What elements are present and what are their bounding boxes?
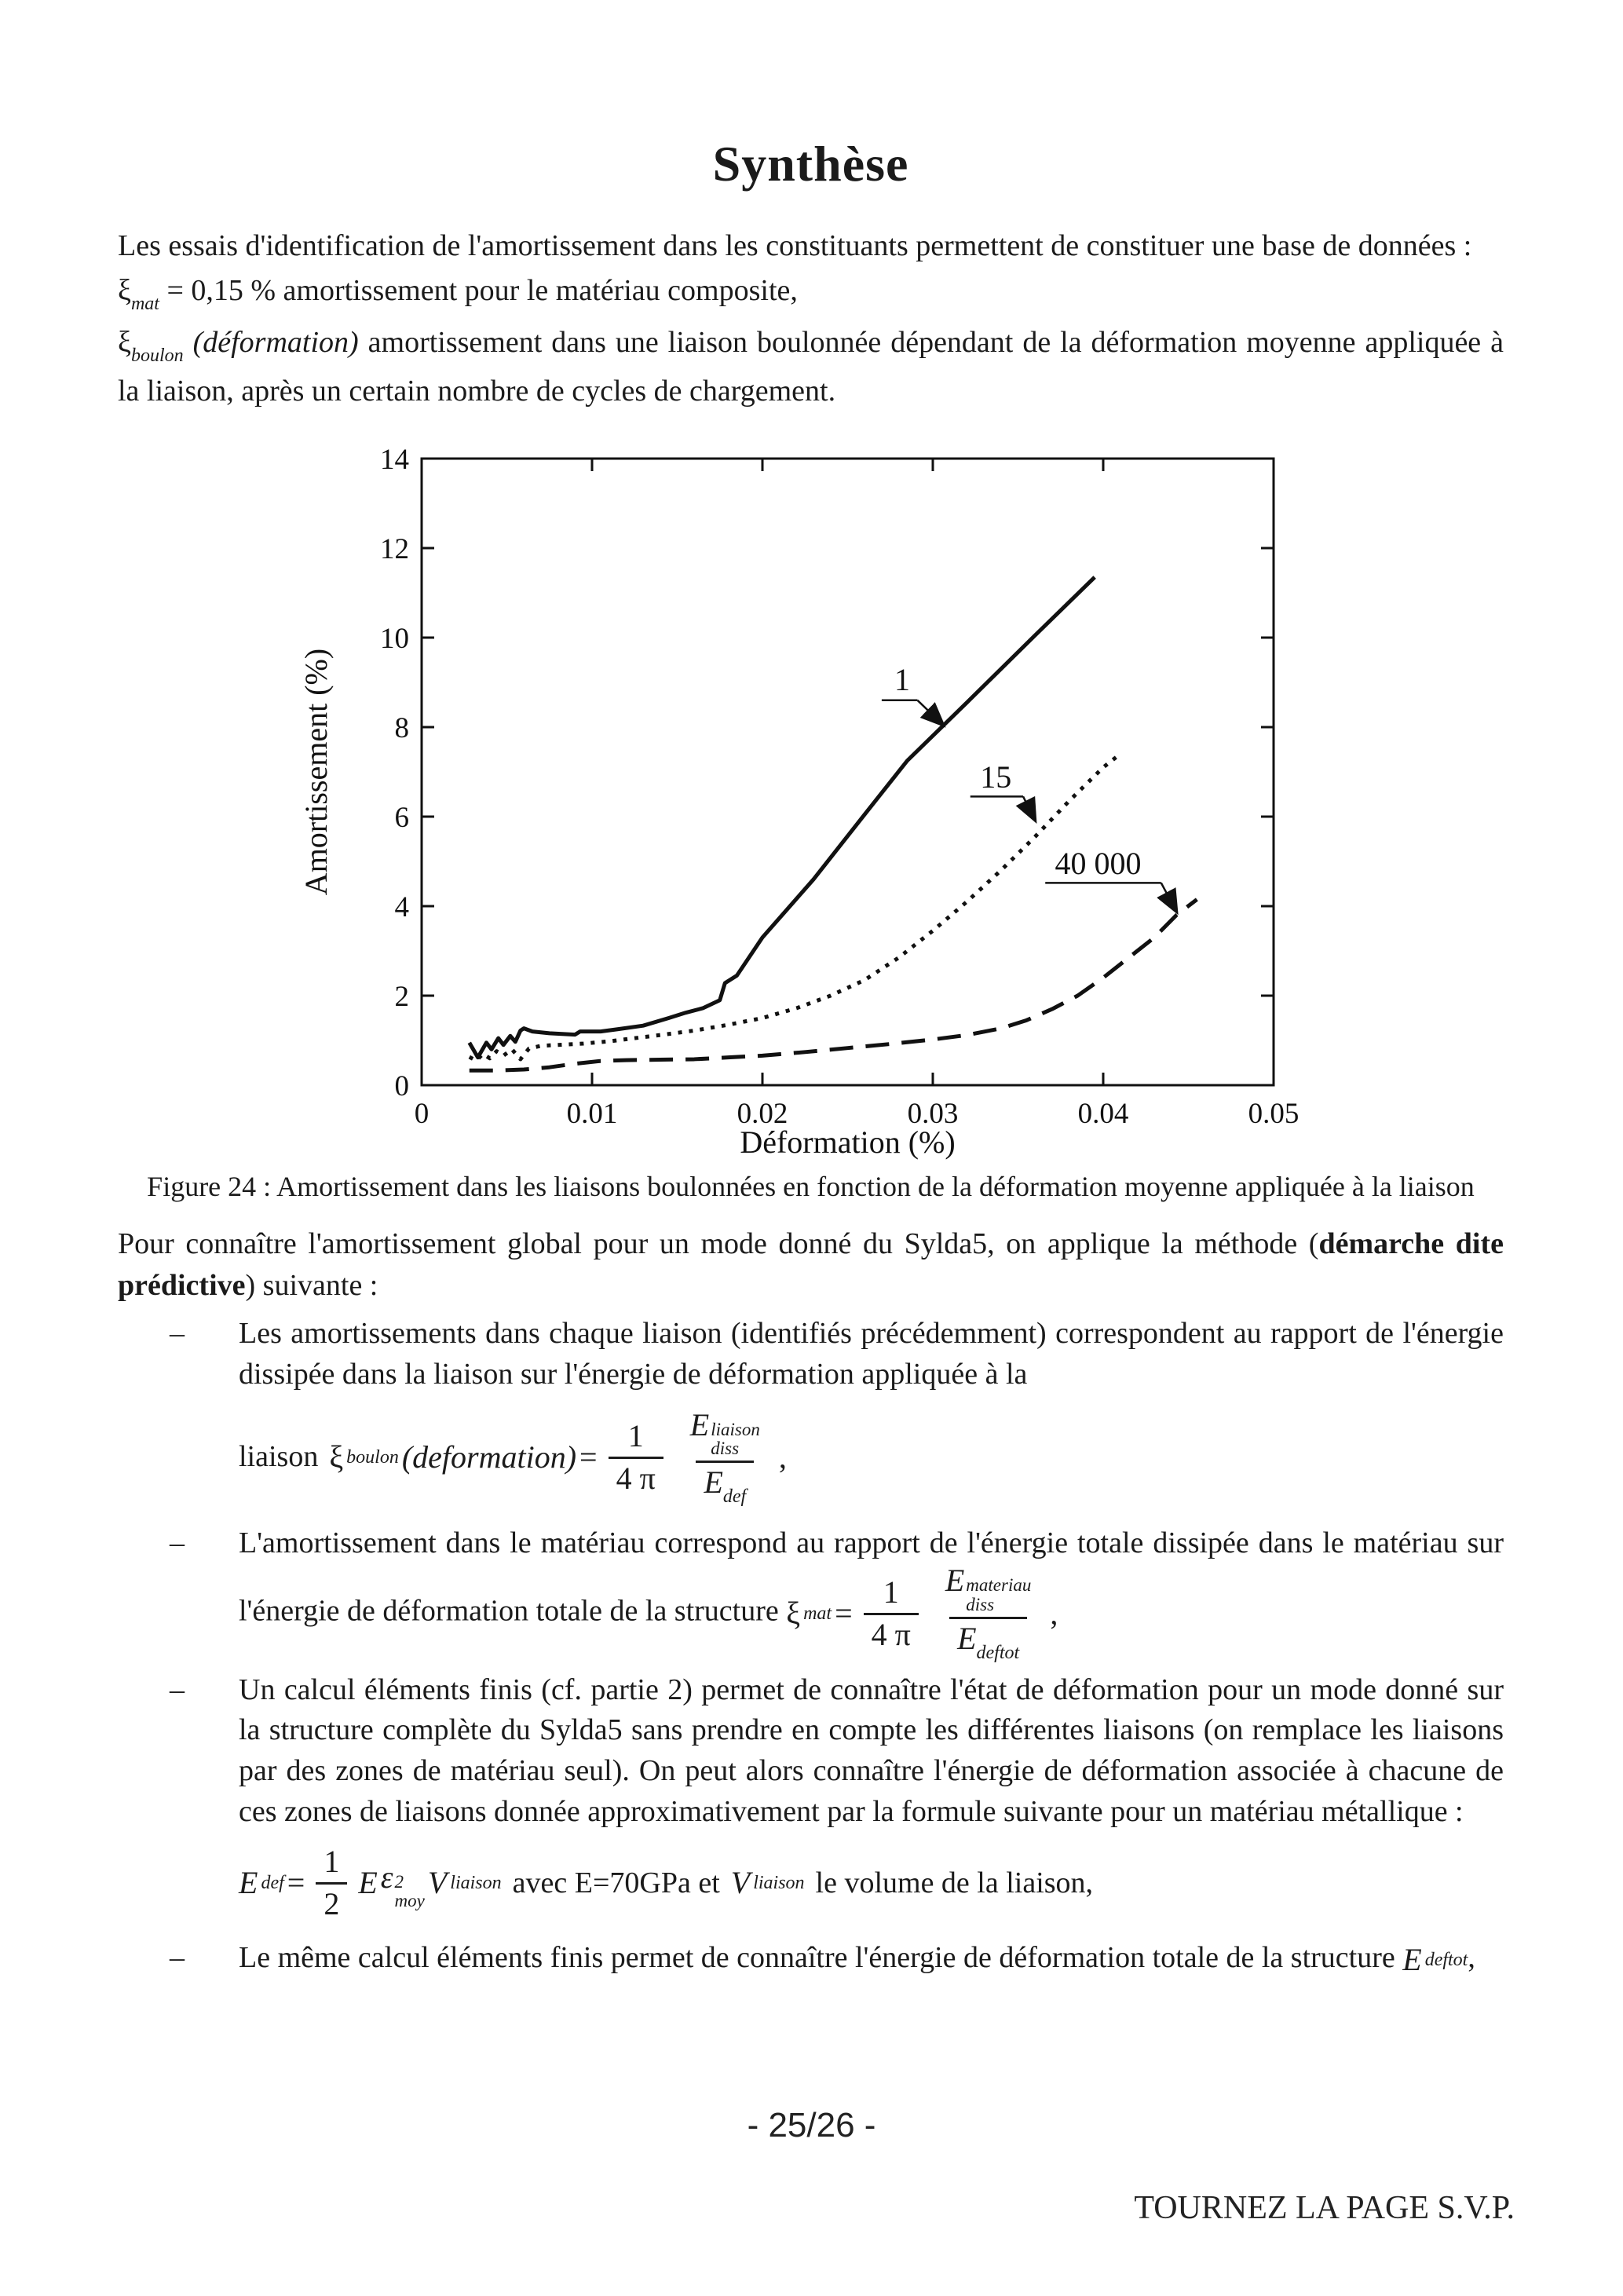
x-tick-label: 0.02 <box>737 1097 788 1130</box>
plot-box <box>422 459 1274 1085</box>
xi-mat-line <box>118 269 1504 318</box>
method-text-post: ) suivante : <box>245 1268 378 1302</box>
curve-label: 1 <box>894 661 910 697</box>
y-tick-label: 4 <box>394 890 409 923</box>
xi-symbol: ξ <box>329 1439 344 1475</box>
xi-boulon-line <box>118 321 1504 413</box>
subscript: liaison <box>753 1873 805 1894</box>
bullet-1-text: Les amortissements dans chaque liaison (identifiés précédemment) correspondent au rapport de l'énergie dissipée dans la liaison sur l'énergie de déformation appliquée à la <box>239 1317 1504 1391</box>
subscript: def <box>261 1873 284 1894</box>
bullet-1-content <box>239 1314 1504 1517</box>
subscript: def <box>722 1486 747 1507</box>
y-tick-label: 6 <box>394 801 409 834</box>
subscript: deftot <box>976 1642 1020 1663</box>
formula-mid-text: avec E=70GPa et <box>512 1866 720 1899</box>
series-line-40000 <box>470 899 1197 1070</box>
x-tick-label: 0.03 <box>907 1097 959 1130</box>
xi-subscript: mat <box>130 293 159 314</box>
method-text-bold: démarche dite prédictive <box>118 1227 1504 1302</box>
formula-comma: , <box>1050 1595 1058 1631</box>
subscript: moy <box>394 1891 425 1911</box>
bullet-dash: – <box>170 1526 185 1559</box>
xi-mat-value: = 0,15 % <box>166 273 276 307</box>
series-line-15 <box>470 754 1120 1060</box>
y-tick-label: 12 <box>380 532 409 565</box>
x-tick-label: 0.04 <box>1077 1097 1129 1130</box>
y-tick-label: 8 <box>394 711 409 744</box>
y-tick-label: 14 <box>380 443 409 476</box>
turn-page-notice: TOURNEZ LA PAGE S.V.P. <box>1134 2190 1515 2226</box>
trailing-comma: , <box>1468 1940 1475 1974</box>
bullet-dash: – <box>170 1940 185 1974</box>
page-number: - 25/26 - <box>747 2106 876 2144</box>
bullet-dash: – <box>170 1673 185 1706</box>
formula-comma: , <box>778 1439 787 1475</box>
list-item <box>118 1670 1504 1932</box>
formula-body: E def = $\frac{1}{2}$ E ε 2 moy V liaison <box>239 1844 502 1922</box>
figure-caption: Figure 24 : Amortissement dans les liaisons boulonnées en fonction de la déformation moyenne appliquée à la liaison <box>147 1170 1475 1202</box>
subscript: diss <box>711 1438 740 1458</box>
page-content <box>118 0 1504 1981</box>
list-item <box>118 1314 1504 1517</box>
fraction-1-over-4pi: $\frac{1}{4 \pi}$ <box>609 1419 663 1497</box>
damping-chart <box>292 437 1336 1167</box>
x-tick-label: 0 <box>414 1097 430 1130</box>
equals-sign: = <box>287 1865 305 1901</box>
intro-paragraph: Les essais d'identification de l'amortissement dans les constituants permettent de constituer une base de données : <box>118 229 1472 262</box>
method-paragraph <box>118 1223 1504 1306</box>
label-arrow <box>1023 796 1035 820</box>
xi-subscript: mat <box>803 1603 832 1624</box>
y-axis-title: Amortissement (%) <box>298 648 334 895</box>
formula-body <box>329 1408 787 1508</box>
equals-sign: = <box>835 1595 853 1631</box>
curve-label: 15 <box>980 759 1012 795</box>
bullet-4-text: Le même calcul éléments finis permet de connaître l'énergie de déformation totale de la structure <box>239 1940 1395 1974</box>
xi-mat-text: amortissement pour le matériau composite, <box>283 273 798 307</box>
formula-prefix: liaison <box>239 1440 319 1474</box>
y-tick-label: 10 <box>380 622 409 655</box>
y-tick-label: 2 <box>394 980 409 1013</box>
bullet-4-content <box>239 1938 1504 1981</box>
formula-tail-text: le volume de la liaison, <box>815 1866 1094 1899</box>
list-item <box>118 1523 1504 1664</box>
method-steps <box>118 1314 1504 1981</box>
figure-24 <box>292 437 1336 1167</box>
edeftot-symbol: E deftot <box>1402 1941 1468 1977</box>
edef-formula <box>239 1844 1504 1922</box>
method-text-pre: Pour connaître l'amortissement global pour un mode donné du Sylda5, on applique la méthode ( <box>118 1227 1319 1261</box>
xi-subscript: boulon <box>130 345 184 366</box>
fraction-energy-ratio: E liaison diss $E_{def}$ <box>689 1406 760 1507</box>
series-line-1 <box>470 577 1095 1058</box>
subscript: deftot <box>1424 1949 1468 1970</box>
x-tick-label: 0.01 <box>566 1097 618 1130</box>
curve-label: 40 000 <box>1055 845 1142 881</box>
subscript: liaison <box>450 1873 502 1894</box>
fraction-1-over-4pi: $\frac{1}{4 \pi}$ <box>864 1575 919 1653</box>
mat-formula <box>786 1563 1058 1663</box>
formula-arg: (deformation) <box>401 1439 577 1475</box>
superscript: liaison <box>711 1419 760 1439</box>
boulon-formula <box>239 1408 1504 1508</box>
xi-subscript: boulon <box>346 1446 399 1468</box>
xi-boulon-arg: (déformation) <box>192 325 359 359</box>
y-tick-label: 0 <box>394 1069 409 1102</box>
v-liaison: V liaison <box>730 1865 805 1901</box>
x-axis-title: Déformation (%) <box>740 1124 956 1160</box>
bullet-dash: – <box>170 1317 185 1351</box>
list-item <box>118 1938 1504 1981</box>
page-title: Synthèse <box>712 136 909 192</box>
label-arrow <box>917 700 943 724</box>
fraction-one-half: $\frac{1}{2}$ <box>316 1844 347 1922</box>
subscript: diss <box>966 1594 995 1614</box>
bullet-3-content <box>239 1670 1504 1932</box>
bullet-3-text: Un calcul éléments finis (cf. partie 2) permet de connaître l'état de déformation pour un mode donné sur la structure complète du Sylda5 sans prendre en compte les différentes liaisons (on remplace les liaisons par des zones de matériau seul). On peut alors connaître l'énergie de déformation associée à chacune de ces zones de liaisons donnée approximativement par la formule suivante pour un matériau métallique : <box>239 1673 1504 1828</box>
xi-symbol: ξ <box>118 273 131 307</box>
xi-symbol: ξ <box>118 325 131 359</box>
x-tick-label: 0.05 <box>1248 1097 1299 1130</box>
xi-symbol: ξ <box>786 1595 801 1631</box>
xi-boulon-text: amortissement dans une liaison boulonnée dépendant de la déformation moyenne appliquée à la liaison, après un certain nombre de cycles de chargement. <box>118 325 1504 408</box>
superscript: materiau <box>966 1575 1032 1596</box>
bullet-2-content <box>239 1523 1504 1664</box>
label-arrow <box>1161 883 1177 911</box>
superscript: 2 <box>394 1871 404 1892</box>
bullet-2-text: L'amortissement dans le matériau correspond au rapport de l'énergie totale dissipée dans le matériau sur l'énergie de déformation totale de la structure <box>239 1526 1504 1628</box>
fraction-energy-ratio: E materiau diss $E_{deftot}$ <box>945 1563 1032 1663</box>
equals-sign: = <box>579 1439 598 1475</box>
